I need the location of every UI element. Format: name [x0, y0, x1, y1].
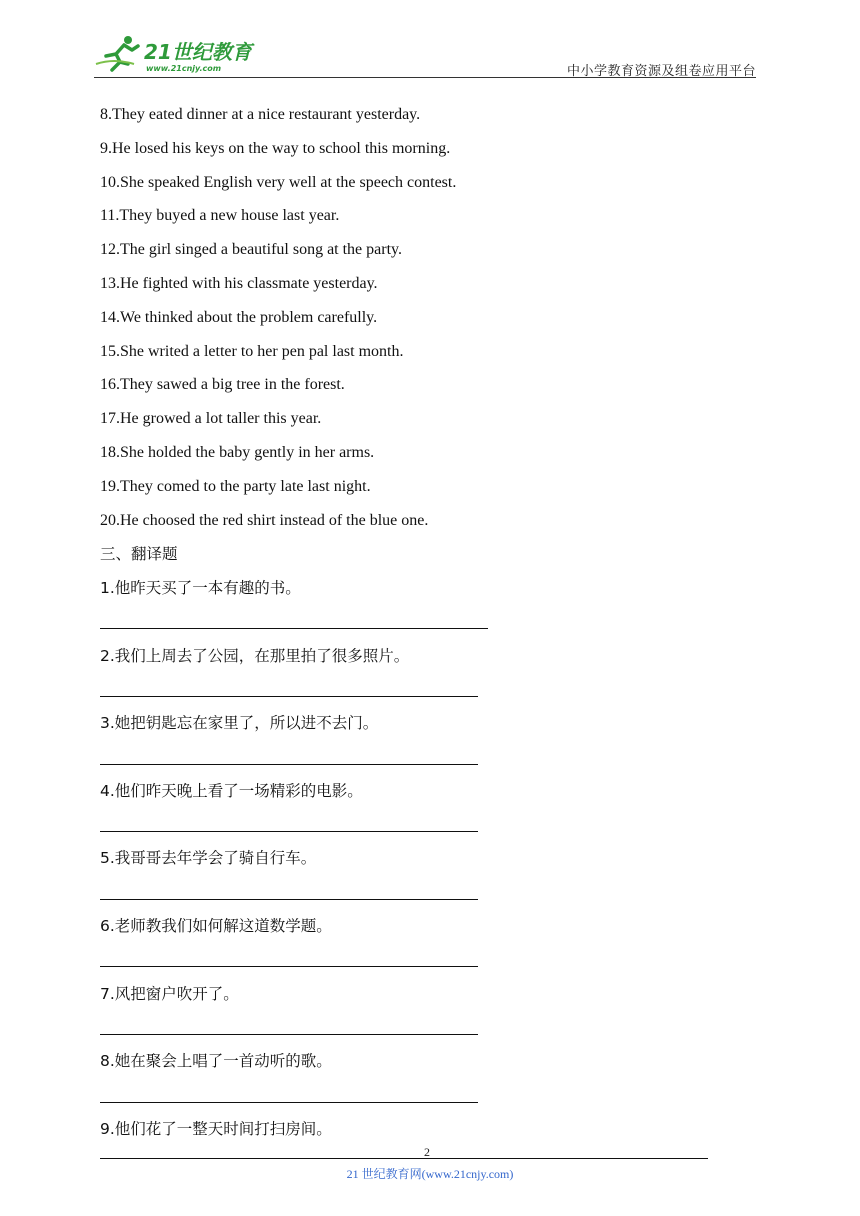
answer-line[interactable] [100, 899, 478, 900]
translation-question: 8.她在聚会上唱了一首动听的歌。 [100, 1052, 332, 1070]
logo-url: www.21cnjy.com [146, 64, 222, 73]
sentence-item: 19.They comed to the party late last night. [100, 478, 371, 495]
answer-line[interactable] [100, 1102, 478, 1103]
translation-question: 5.我哥哥去年学会了骑自行车。 [100, 849, 317, 867]
answer-line[interactable] [100, 1034, 478, 1035]
sentence-item: 16.They sawed a big tree in the forest. [100, 376, 345, 393]
sentence-item: 15.She writed a letter to her pen pal last month. [100, 343, 404, 360]
translation-question: 2.我们上周去了公园，在那里拍了很多照片。 [100, 647, 410, 665]
answer-line[interactable] [100, 696, 478, 697]
sentence-item: 13.He fighted with his classmate yesterday. [100, 275, 378, 292]
sentence-item: 9.He losed his keys on the way to school this morning. [100, 140, 451, 157]
translation-question: 7.风把窗户吹开了。 [100, 985, 239, 1003]
sentence-item: 8.They eated dinner at a nice restaurant yesterday. [100, 106, 421, 123]
runner-logo-icon [94, 34, 264, 74]
section-title: 三、翻译题 [100, 545, 178, 563]
answer-line[interactable] [100, 764, 478, 765]
answer-line[interactable] [100, 628, 488, 629]
sentence-item: 14.We thinked about the problem carefully. [100, 309, 378, 326]
sentence-item: 18.She holded the baby gently in her arms. [100, 444, 375, 461]
site-logo [94, 34, 264, 74]
translation-question: 9.他们花了一整天时间打扫房间。 [100, 1120, 332, 1138]
logo-title: 21世纪教育 [144, 40, 252, 64]
translation-question: 6.老师教我们如何解这道数学题。 [100, 917, 332, 935]
sentence-item: 20.He choosed the red shirt instead of the blue one. [100, 512, 429, 529]
sentence-item: 12.The girl singed a beautiful song at the party. [100, 241, 402, 258]
translation-question: 3.她把钥匙忘在家里了，所以进不去门。 [100, 714, 379, 732]
page-header [94, 30, 756, 78]
page-number: 2 [424, 1145, 430, 1159]
footer-divider [100, 1158, 708, 1159]
header-divider [94, 77, 756, 78]
sentence-item: 10.She speaked English very well at the speech contest. [100, 174, 457, 191]
footer-site-link[interactable]: 21 世纪教育网(www.21cnjy.com) [346, 1167, 514, 1181]
translation-question: 4.他们昨天晚上看了一场精彩的电影。 [100, 782, 363, 800]
answer-line[interactable] [100, 831, 478, 832]
translation-question: 1.他昨天买了一本有趣的书。 [100, 579, 301, 597]
sentence-item: 11.They buyed a new house last year. [100, 207, 340, 224]
answer-line[interactable] [100, 966, 478, 967]
sentence-item: 17.He growed a lot taller this year. [100, 410, 322, 427]
header-platform-text: 中小学教育资源及组卷应用平台 [566, 64, 756, 79]
